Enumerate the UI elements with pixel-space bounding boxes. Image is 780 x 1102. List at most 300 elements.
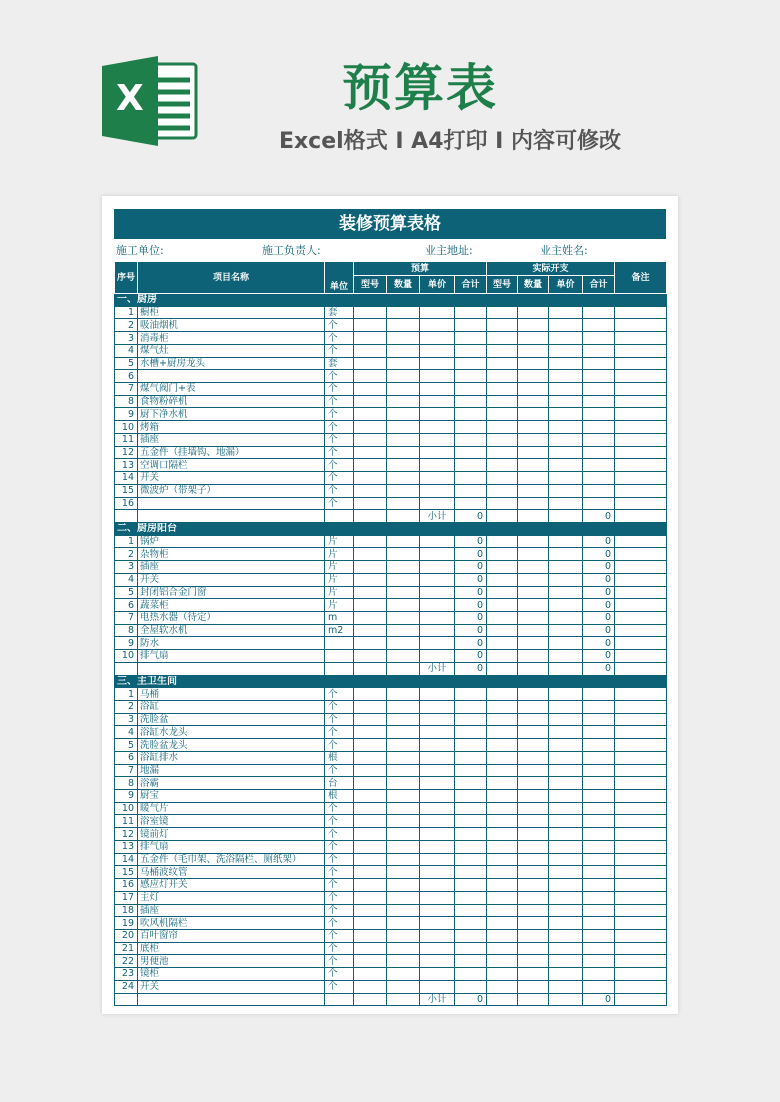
row-actual-model[interactable] [487,726,518,739]
row-actual-price[interactable] [549,713,583,726]
row-remark[interactable] [615,777,667,790]
row-budget-price[interactable] [420,573,455,586]
row-unit[interactable]: 个 [325,929,354,942]
row-budget-price[interactable] [420,599,455,612]
row-actual-model[interactable] [487,790,518,803]
row-budget-price[interactable] [420,701,455,714]
row-actual-model[interactable] [487,777,518,790]
row-remark[interactable] [615,446,667,459]
row-unit[interactable]: 个 [325,497,354,510]
row-actual-model[interactable] [487,344,518,357]
row-actual-qty[interactable] [518,561,549,574]
row-budget-price[interactable] [420,332,455,345]
row-budget-model[interactable] [354,484,387,497]
row-remark[interactable] [615,484,667,497]
row-actual-total[interactable] [583,383,615,396]
row-actual-model[interactable] [487,433,518,446]
row-budget-price[interactable] [420,713,455,726]
row-remark[interactable] [615,433,667,446]
row-actual-price[interactable] [549,599,583,612]
row-budget-qty[interactable] [387,739,420,752]
row-actual-total[interactable]: 0 [583,573,615,586]
row-budget-model[interactable] [354,421,387,434]
row-unit[interactable]: 个 [325,942,354,955]
row-actual-model[interactable] [487,370,518,383]
row-actual-qty[interactable] [518,828,549,841]
row-budget-model[interactable] [354,535,387,548]
row-actual-price[interactable] [549,497,583,510]
row-unit[interactable]: 片 [325,573,354,586]
row-budget-qty[interactable] [387,751,420,764]
row-actual-price[interactable] [549,332,583,345]
row-budget-model[interactable] [354,573,387,586]
row-remark[interactable] [615,853,667,866]
row-item-name[interactable]: 全屋软水机 [138,624,325,637]
row-actual-model[interactable] [487,637,518,650]
row-remark[interactable] [615,904,667,917]
row-actual-total[interactable] [583,472,615,485]
row-actual-total[interactable] [583,739,615,752]
row-actual-price[interactable] [549,955,583,968]
row-budget-qty[interactable] [387,688,420,701]
row-actual-qty[interactable] [518,395,549,408]
row-remark[interactable] [615,408,667,421]
row-actual-total[interactable] [583,726,615,739]
row-budget-price[interactable] [420,421,455,434]
row-budget-total[interactable] [455,790,487,803]
row-actual-price[interactable] [549,840,583,853]
row-actual-total[interactable] [583,828,615,841]
row-budget-qty[interactable] [387,484,420,497]
row-remark[interactable] [615,917,667,930]
row-actual-total[interactable] [583,370,615,383]
row-budget-qty[interactable] [387,713,420,726]
row-budget-price[interactable] [420,357,455,370]
row-actual-total[interactable] [583,840,615,853]
row-budget-total[interactable]: 0 [455,548,487,561]
row-actual-model[interactable] [487,802,518,815]
row-item-name[interactable]: 浴缸排水 [138,751,325,764]
row-actual-price[interactable] [549,535,583,548]
row-actual-total[interactable] [583,751,615,764]
row-budget-price[interactable] [420,611,455,624]
row-budget-model[interactable] [354,637,387,650]
row-budget-model[interactable] [354,815,387,828]
row-actual-model[interactable] [487,840,518,853]
row-budget-total[interactable]: 0 [455,650,487,663]
row-actual-qty[interactable] [518,472,549,485]
row-budget-price[interactable] [420,319,455,332]
row-actual-qty[interactable] [518,980,549,993]
row-item-name[interactable]: 镜前灯 [138,828,325,841]
row-actual-model[interactable] [487,408,518,421]
row-budget-price[interactable] [420,395,455,408]
row-budget-total[interactable]: 0 [455,637,487,650]
row-budget-qty[interactable] [387,370,420,383]
row-actual-qty[interactable] [518,853,549,866]
row-budget-model[interactable] [354,599,387,612]
row-budget-total[interactable] [455,828,487,841]
row-item-name[interactable]: 开关 [138,573,325,586]
row-budget-model[interactable] [354,446,387,459]
row-actual-model[interactable] [487,968,518,981]
row-budget-qty[interactable] [387,611,420,624]
row-actual-model[interactable] [487,357,518,370]
row-actual-qty[interactable] [518,383,549,396]
row-budget-qty[interactable] [387,433,420,446]
row-budget-total[interactable] [455,306,487,319]
row-actual-model[interactable] [487,586,518,599]
row-actual-total[interactable] [583,484,615,497]
row-budget-price[interactable] [420,751,455,764]
row-unit[interactable]: m2 [325,624,354,637]
row-actual-model[interactable] [487,701,518,714]
row-budget-model[interactable] [354,879,387,892]
row-actual-model[interactable] [487,929,518,942]
row-budget-qty[interactable] [387,548,420,561]
row-item-name[interactable]: 马桶波纹管 [138,866,325,879]
row-actual-total[interactable] [583,688,615,701]
row-budget-total[interactable] [455,955,487,968]
row-actual-qty[interactable] [518,446,549,459]
row-budget-model[interactable] [354,332,387,345]
row-budget-model[interactable] [354,739,387,752]
row-budget-qty[interactable] [387,573,420,586]
row-unit[interactable]: 个 [325,701,354,714]
row-budget-price[interactable] [420,929,455,942]
row-actual-qty[interactable] [518,955,549,968]
row-actual-model[interactable] [487,713,518,726]
row-actual-total[interactable] [583,408,615,421]
row-budget-total[interactable] [455,484,487,497]
row-remark[interactable] [615,840,667,853]
row-actual-price[interactable] [549,421,583,434]
row-budget-price[interactable] [420,726,455,739]
row-budget-qty[interactable] [387,599,420,612]
row-budget-price[interactable] [420,968,455,981]
row-budget-price[interactable] [420,955,455,968]
row-actual-total[interactable] [583,764,615,777]
row-actual-price[interactable] [549,395,583,408]
row-item-name[interactable]: 插座 [138,433,325,446]
row-budget-model[interactable] [354,929,387,942]
row-actual-qty[interactable] [518,637,549,650]
row-budget-total[interactable] [455,701,487,714]
row-actual-price[interactable] [549,790,583,803]
row-budget-total[interactable]: 0 [455,573,487,586]
row-actual-model[interactable] [487,535,518,548]
row-item-name[interactable]: 底柜 [138,942,325,955]
row-budget-qty[interactable] [387,421,420,434]
row-actual-model[interactable] [487,306,518,319]
row-item-name[interactable]: 洗脸盆龙头 [138,739,325,752]
row-item-name[interactable]: 微波炉（带架子） [138,484,325,497]
row-budget-qty[interactable] [387,306,420,319]
row-budget-total[interactable]: 0 [455,624,487,637]
row-budget-price[interactable] [420,828,455,841]
row-item-name[interactable]: 排气扇 [138,650,325,663]
row-item-name[interactable]: 蔬菜柜 [138,599,325,612]
row-unit[interactable]: 个 [325,484,354,497]
row-remark[interactable] [615,357,667,370]
row-budget-price[interactable] [420,446,455,459]
row-unit[interactable]: 个 [325,472,354,485]
row-budget-price[interactable] [420,802,455,815]
row-budget-model[interactable] [354,777,387,790]
row-budget-total[interactable] [455,739,487,752]
row-actual-qty[interactable] [518,548,549,561]
row-remark[interactable] [615,650,667,663]
row-budget-price[interactable] [420,688,455,701]
row-budget-qty[interactable] [387,459,420,472]
row-actual-qty[interactable] [518,421,549,434]
row-budget-price[interactable] [420,764,455,777]
row-item-name[interactable]: 煤气灶 [138,344,325,357]
row-actual-model[interactable] [487,472,518,485]
row-item-name[interactable]: 食物粉碎机 [138,395,325,408]
row-budget-price[interactable] [420,535,455,548]
row-unit[interactable]: 个 [325,459,354,472]
row-budget-model[interactable] [354,306,387,319]
row-actual-total[interactable] [583,929,615,942]
row-actual-total[interactable] [583,332,615,345]
row-item-name[interactable]: 插座 [138,904,325,917]
row-actual-total[interactable]: 0 [583,548,615,561]
row-budget-total[interactable] [455,472,487,485]
row-actual-total[interactable] [583,955,615,968]
row-item-name[interactable]: 厨下净水机 [138,408,325,421]
row-actual-qty[interactable] [518,344,549,357]
row-unit[interactable]: 个 [325,319,354,332]
row-budget-model[interactable] [354,497,387,510]
row-budget-price[interactable] [420,739,455,752]
row-actual-model[interactable] [487,497,518,510]
row-actual-qty[interactable] [518,751,549,764]
row-budget-total[interactable]: 0 [455,611,487,624]
row-budget-price[interactable] [420,586,455,599]
row-budget-total[interactable] [455,726,487,739]
row-budget-total[interactable] [455,319,487,332]
row-actual-qty[interactable] [518,624,549,637]
row-item-name[interactable]: 马桶 [138,688,325,701]
row-actual-total[interactable] [583,701,615,714]
row-budget-total[interactable]: 0 [455,586,487,599]
row-actual-qty[interactable] [518,306,549,319]
row-actual-price[interactable] [549,777,583,790]
row-remark[interactable] [615,586,667,599]
row-remark[interactable] [615,573,667,586]
row-budget-model[interactable] [354,891,387,904]
row-remark[interactable] [615,879,667,892]
row-budget-total[interactable] [455,344,487,357]
row-item-name[interactable]: 消毒柜 [138,332,325,345]
row-unit[interactable]: 套 [325,306,354,319]
row-unit[interactable]: 个 [325,688,354,701]
row-budget-price[interactable] [420,917,455,930]
row-item-name[interactable]: 镜柜 [138,968,325,981]
row-actual-price[interactable] [549,929,583,942]
row-actual-price[interactable] [549,573,583,586]
row-actual-model[interactable] [487,459,518,472]
row-budget-qty[interactable] [387,561,420,574]
row-budget-total[interactable] [455,751,487,764]
row-budget-total[interactable] [455,942,487,955]
row-item-name[interactable]: 防水 [138,637,325,650]
row-actual-total[interactable] [583,942,615,955]
row-unit[interactable]: 台 [325,777,354,790]
row-budget-qty[interactable] [387,383,420,396]
row-remark[interactable] [615,332,667,345]
row-actual-price[interactable] [549,650,583,663]
row-unit[interactable]: 个 [325,802,354,815]
row-budget-qty[interactable] [387,777,420,790]
row-actual-total[interactable] [583,815,615,828]
row-remark[interactable] [615,739,667,752]
row-unit[interactable]: 个 [325,840,354,853]
row-item-name[interactable] [138,497,325,510]
row-actual-total[interactable] [583,319,615,332]
row-budget-model[interactable] [354,650,387,663]
row-unit[interactable]: 个 [325,968,354,981]
row-actual-qty[interactable] [518,777,549,790]
row-actual-qty[interactable] [518,650,549,663]
row-budget-qty[interactable] [387,395,420,408]
row-actual-model[interactable] [487,611,518,624]
row-budget-qty[interactable] [387,624,420,637]
row-budget-price[interactable] [420,344,455,357]
row-actual-qty[interactable] [518,929,549,942]
row-actual-model[interactable] [487,739,518,752]
row-actual-price[interactable] [549,433,583,446]
row-actual-total[interactable] [583,790,615,803]
row-budget-total[interactable] [455,332,487,345]
row-remark[interactable] [615,319,667,332]
row-budget-price[interactable] [420,548,455,561]
row-actual-price[interactable] [549,624,583,637]
row-budget-qty[interactable] [387,968,420,981]
row-actual-price[interactable] [549,751,583,764]
row-actual-qty[interactable] [518,319,549,332]
row-budget-model[interactable] [354,764,387,777]
row-budget-total[interactable] [455,879,487,892]
row-budget-model[interactable] [354,472,387,485]
row-budget-total[interactable] [455,408,487,421]
row-budget-qty[interactable] [387,815,420,828]
row-item-name[interactable]: 暖气片 [138,802,325,815]
row-budget-total[interactable] [455,688,487,701]
row-item-name[interactable]: 地漏 [138,764,325,777]
row-item-name[interactable]: 电热水器（待定） [138,611,325,624]
row-actual-model[interactable] [487,879,518,892]
row-actual-total[interactable] [583,306,615,319]
row-remark[interactable] [615,306,667,319]
row-budget-price[interactable] [420,561,455,574]
row-budget-qty[interactable] [387,701,420,714]
row-actual-model[interactable] [487,421,518,434]
row-actual-model[interactable] [487,548,518,561]
row-remark[interactable] [615,828,667,841]
row-budget-price[interactable] [420,891,455,904]
row-budget-qty[interactable] [387,650,420,663]
row-item-name[interactable]: 五金件（毛巾架、洗浴隔栏、厕纸架） [138,853,325,866]
row-actual-price[interactable] [549,917,583,930]
row-actual-qty[interactable] [518,840,549,853]
row-item-name[interactable]: 吸油烟机 [138,319,325,332]
row-budget-qty[interactable] [387,332,420,345]
row-remark[interactable] [615,637,667,650]
row-unit[interactable]: 个 [325,828,354,841]
row-actual-qty[interactable] [518,433,549,446]
row-budget-model[interactable] [354,611,387,624]
row-budget-model[interactable] [354,942,387,955]
row-actual-price[interactable] [549,828,583,841]
row-actual-price[interactable] [549,815,583,828]
row-actual-qty[interactable] [518,497,549,510]
row-actual-model[interactable] [487,561,518,574]
row-actual-price[interactable] [549,459,583,472]
row-actual-price[interactable] [549,383,583,396]
row-budget-price[interactable] [420,815,455,828]
row-item-name[interactable]: 空调口隔栏 [138,459,325,472]
row-actual-total[interactable] [583,891,615,904]
row-actual-price[interactable] [549,853,583,866]
row-actual-qty[interactable] [518,891,549,904]
row-budget-model[interactable] [354,586,387,599]
row-budget-price[interactable] [420,484,455,497]
row-remark[interactable] [615,815,667,828]
row-budget-price[interactable] [420,459,455,472]
row-budget-price[interactable] [420,472,455,485]
row-remark[interactable] [615,459,667,472]
row-budget-price[interactable] [420,879,455,892]
row-actual-model[interactable] [487,688,518,701]
row-budget-model[interactable] [354,433,387,446]
row-budget-model[interactable] [354,802,387,815]
row-unit[interactable] [325,650,354,663]
row-item-name[interactable]: 烤箱 [138,421,325,434]
row-actual-price[interactable] [549,802,583,815]
row-actual-model[interactable] [487,446,518,459]
row-budget-model[interactable] [354,828,387,841]
row-budget-qty[interactable] [387,853,420,866]
row-item-name[interactable]: 五金件（挂墙钩、地漏） [138,446,325,459]
row-unit[interactable] [325,637,354,650]
row-budget-total[interactable] [455,357,487,370]
row-actual-total[interactable] [583,904,615,917]
row-budget-model[interactable] [354,968,387,981]
row-actual-model[interactable] [487,484,518,497]
row-actual-model[interactable] [487,319,518,332]
row-actual-price[interactable] [549,306,583,319]
row-unit[interactable]: 个 [325,955,354,968]
row-budget-price[interactable] [420,904,455,917]
row-remark[interactable] [615,929,667,942]
row-budget-total[interactable] [455,777,487,790]
row-actual-price[interactable] [549,688,583,701]
row-unit[interactable]: 片 [325,548,354,561]
row-budget-total[interactable] [455,866,487,879]
row-budget-price[interactable] [420,306,455,319]
row-budget-total[interactable]: 0 [455,535,487,548]
row-budget-model[interactable] [354,370,387,383]
row-actual-total[interactable] [583,866,615,879]
row-actual-price[interactable] [549,370,583,383]
row-actual-total[interactable] [583,433,615,446]
row-unit[interactable]: 片 [325,599,354,612]
row-item-name[interactable]: 煤气阀门+表 [138,383,325,396]
row-budget-qty[interactable] [387,586,420,599]
row-actual-price[interactable] [549,472,583,485]
